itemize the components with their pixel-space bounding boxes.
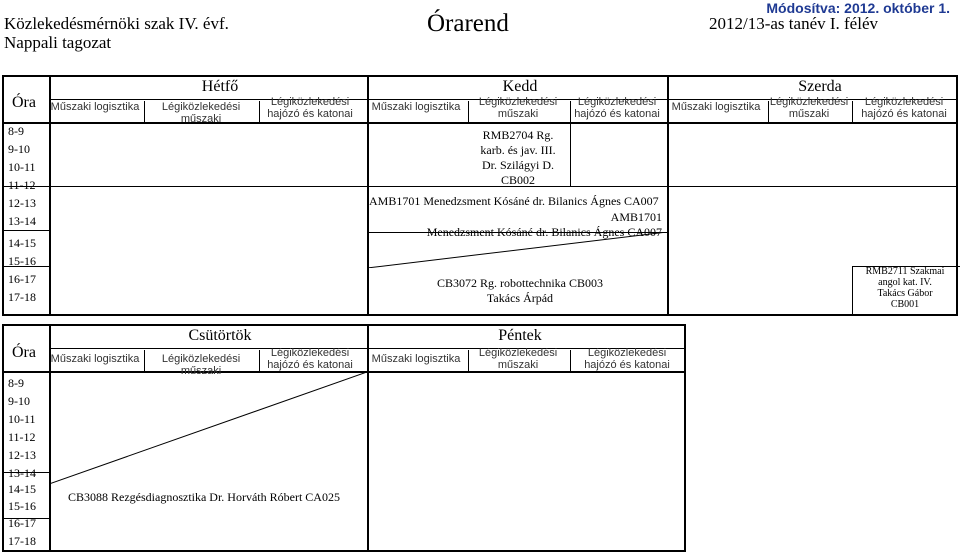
col-legi-muszaki: Légiközlekedési műszaki — [161, 101, 241, 125]
slot-label: 13-14 — [8, 466, 36, 480]
class-cb3088[interactable]: CB3088 Rezgésdiagnosztika Dr. Horváth Róbert CA025 — [68, 490, 340, 504]
class-code: RMB2704 Rg. — [482, 128, 554, 142]
class-room: CB002 — [500, 173, 535, 187]
slot-label: 17-18 — [8, 534, 36, 548]
merge-diagonal — [49, 372, 367, 484]
course-mode: Nappali tagozat — [4, 33, 112, 52]
class-room: CB001 — [890, 299, 920, 310]
slot-label: 17-18 — [8, 290, 36, 304]
col-legi-muszaki: Légiközlekedési műszaki — [478, 347, 558, 371]
slot-label: 8-9 — [8, 124, 24, 138]
course-title: Közlekedésmérnöki szak IV. évf. — [4, 14, 229, 33]
ora-header: Óra — [12, 344, 36, 361]
class-title: karb. és jav. III. — [480, 143, 556, 157]
slot-label: 16-17 — [8, 272, 36, 286]
class-teacher: Takács Árpád — [486, 291, 554, 305]
class-title: RMB2711 Szakmai — [865, 266, 945, 277]
slot-label: 12-13 — [8, 196, 36, 210]
class-amb1701-row1[interactable]: AMB1701 Menedzsment Kósáné dr. Bilanics Ágnes CA007 — [369, 194, 659, 208]
col-muszaki-logisztika: Műszaki logisztika — [50, 101, 140, 113]
slot-label: 15-16 — [8, 254, 36, 268]
col-legi-hajozo: Légiközlekedési hajózó és katonai — [861, 96, 947, 120]
ora-header: Óra — [12, 94, 36, 111]
course-header — [4, 14, 229, 52]
slot-label: 10-11 — [8, 412, 36, 426]
col-legi-hajozo: Légiközlekedési hajózó és katonai — [574, 96, 660, 120]
col-legi-hajozo: Légiközlekedési hajózó és katonai — [267, 96, 353, 120]
class-code: AMB1701 — [610, 210, 662, 224]
academic-year: 2012/13-as tanév I. félév — [709, 14, 878, 33]
day-hetfo: Hétfő — [201, 78, 239, 95]
slot-label: 14-15 — [8, 236, 36, 250]
page-title: Órarend — [427, 10, 509, 37]
class-cb3072[interactable] — [420, 276, 620, 306]
day-kedd: Kedd — [502, 78, 538, 95]
class-title: CB3072 Rg. robottechnika CB003 — [437, 276, 603, 290]
col-legi-muszaki: Légiközlekedési műszaki — [478, 96, 558, 120]
col-muszaki-logisztika: Műszaki logisztika — [50, 353, 140, 365]
slot-label: 12-13 — [8, 448, 36, 462]
slot-label: 11-12 — [8, 178, 36, 192]
day-csutortok: Csütörtök — [188, 327, 252, 344]
day-pentek: Péntek — [498, 327, 542, 344]
col-legi-muszaki: Légiközlekedési műszaki — [769, 96, 849, 120]
col-legi-hajozo: Légiközlekedési hajózó és katonai — [584, 347, 670, 371]
slot-label: 9-10 — [8, 142, 30, 156]
col-legi-muszaki: Légiközlekedési műszaki — [161, 353, 241, 377]
class-rmb2711[interactable] — [852, 266, 958, 310]
modified-date: Módosítva: 2012. október 1. — [766, 0, 950, 16]
class-title: angol kat. IV. — [878, 277, 932, 288]
class-title: Menedzsment Kósáné dr. Bilanics Ágnes CA007 — [426, 225, 662, 239]
slot-label: 9-10 — [8, 394, 30, 408]
col-muszaki-logisztika: Műszaki logisztika — [671, 101, 761, 113]
slot-label: 16-17 — [8, 516, 36, 530]
slot-label: 14-15 — [8, 482, 36, 496]
col-muszaki-logisztika: Műszaki logisztika — [371, 101, 461, 113]
slot-label: 8-9 — [8, 376, 24, 390]
class-teacher: Takács Gábor — [877, 288, 933, 299]
slot-label: 15-16 — [8, 499, 36, 513]
slot-label: 11-12 — [8, 430, 36, 444]
class-teacher: Dr. Szilágyi D. — [482, 158, 554, 172]
slot-label: 13-14 — [8, 214, 36, 228]
slot-label: 10-11 — [8, 160, 36, 174]
col-muszaki-logisztika: Műszaki logisztika — [371, 353, 461, 365]
class-rmb2704[interactable] — [468, 128, 568, 188]
col-legi-hajozo: Légiközlekedési hajózó és katonai — [267, 347, 353, 371]
class-amb1701-row2[interactable] — [400, 210, 662, 240]
day-szerda: Szerda — [798, 78, 842, 95]
